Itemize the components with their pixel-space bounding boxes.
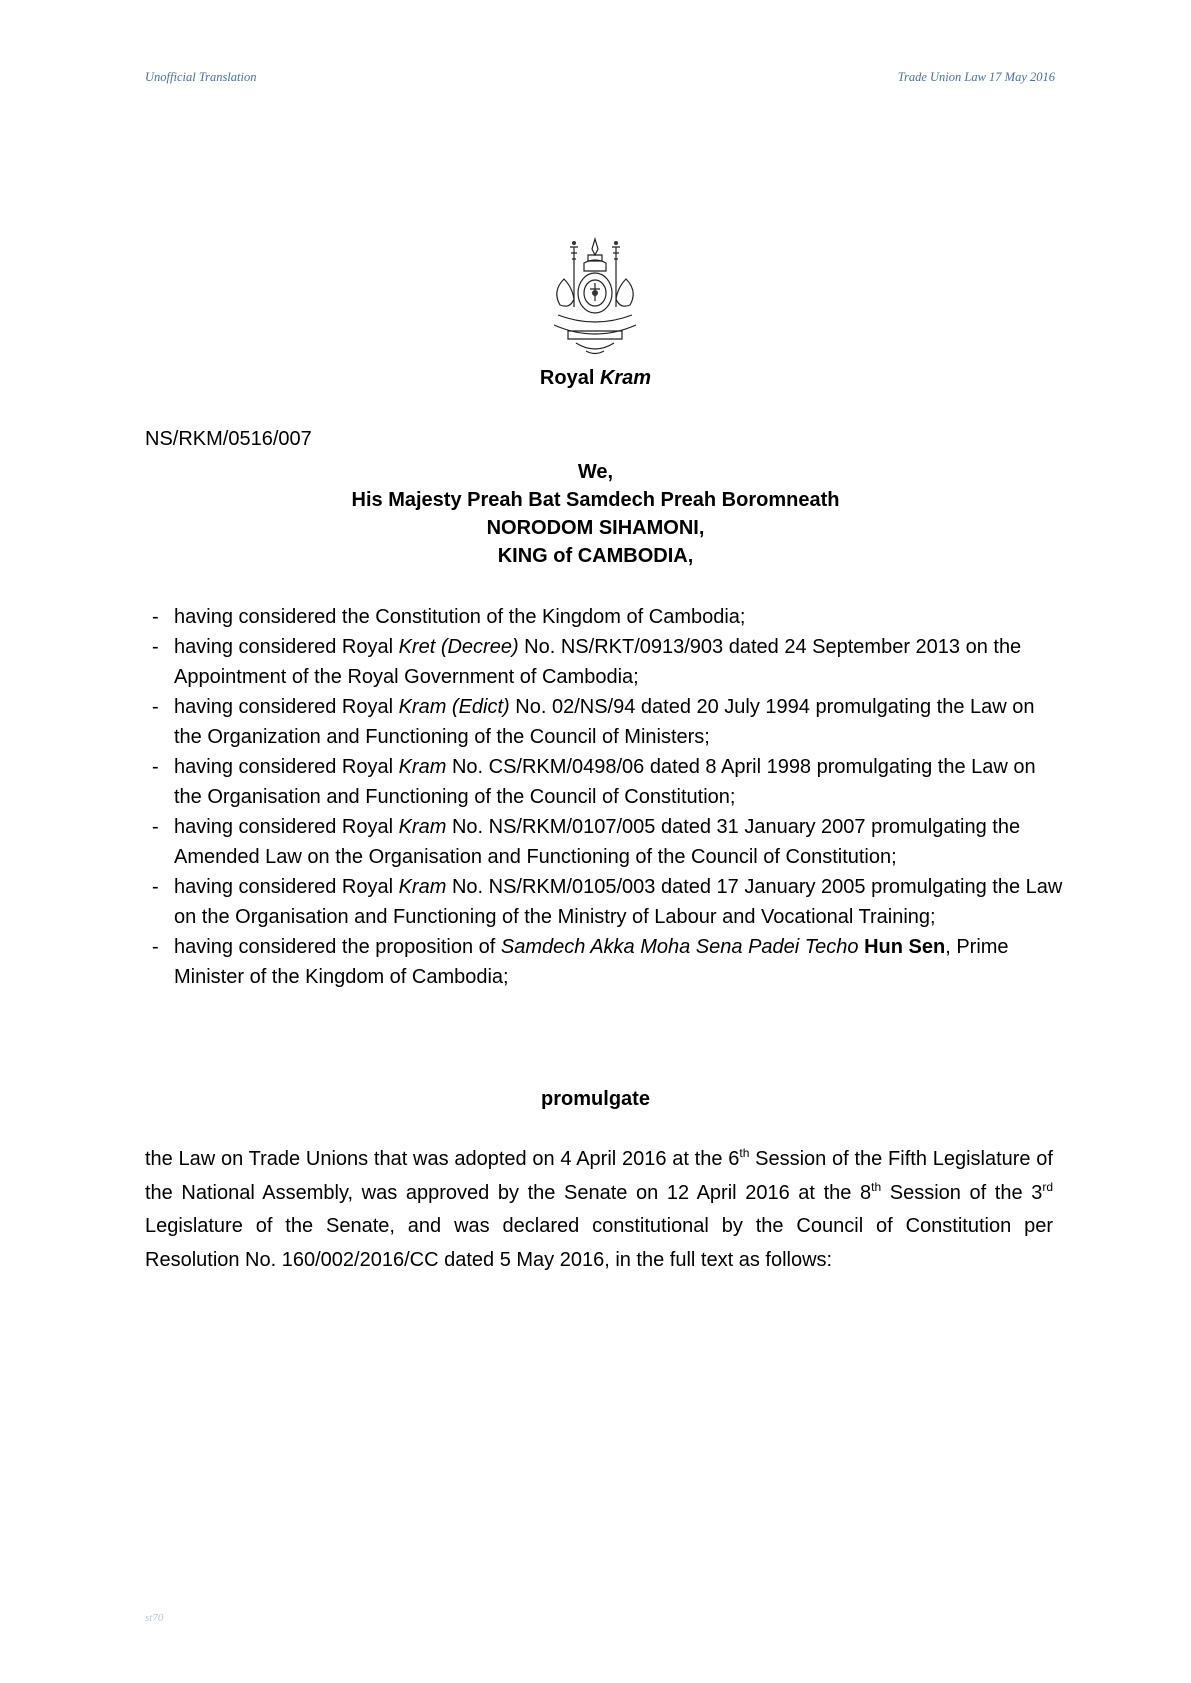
list-item-text: having considered Royal xyxy=(174,876,399,898)
list-item-text: No. CS/RKM/0498/06 dated 8 April 1998 promulgating the Law on the Organisation and Functioning of the Council of Constitution; xyxy=(174,756,1036,808)
body-superscript: th xyxy=(871,1179,882,1194)
list-item-text: having considered Royal xyxy=(174,816,399,838)
list-dash: - xyxy=(152,696,159,718)
list-item xyxy=(145,632,1065,692)
list-item-text: No. NS/RKM/0107/005 dated 31 January 2007 promulgating the Amended Law on the Organisation and Functioning of the Council of Constitution; xyxy=(174,816,1021,868)
list-dash: - xyxy=(152,606,159,628)
list-item-text: No. NS/RKT/0913/903 dated 24 September 2013 on the Appointment of the Royal Government of Cambodia; xyxy=(174,636,1022,688)
preamble-king-name: NORODOM SIHAMONI, xyxy=(486,517,705,539)
list-item-text: having considered Royal xyxy=(174,696,399,718)
list-dash: - xyxy=(152,636,159,658)
list-dash: - xyxy=(152,936,159,958)
reference-number: NS/RKM/0516/007 xyxy=(145,428,312,450)
preamble-king-title: His Majesty Preah Bat Samdech Preah Boromneath xyxy=(351,489,840,511)
list-item-italic: Samdech Akka Moha Sena Padei Techo xyxy=(500,936,859,958)
preamble-we: We, xyxy=(577,461,614,483)
list-item-text: having considered Royal xyxy=(174,756,399,778)
body-text: Session of the Fifth Legislature of the National Assembly, was approved by the Senate on 12 April 2016 at the 8 xyxy=(145,1148,1053,1204)
list-item-text: having considered the Constitution of the Kingdom of Cambodia; xyxy=(174,606,746,628)
list-dash: - xyxy=(152,816,159,838)
list-item xyxy=(145,752,1065,812)
body-text: Session of the 3 xyxy=(881,1181,1043,1204)
list-item-text: having considered the proposition of xyxy=(174,936,501,958)
footer-mark: st70 xyxy=(145,1612,164,1624)
list-item xyxy=(145,812,1065,872)
header-right-text: Trade Union Law 17 May 2016 xyxy=(897,70,1055,84)
considerations-list xyxy=(145,602,1065,992)
list-item-italic: Kram xyxy=(398,816,447,838)
header-left-text: Unofficial Translation xyxy=(145,70,257,84)
list-item xyxy=(145,692,1065,752)
list-item xyxy=(145,872,1065,932)
list-item-italic: Kram xyxy=(398,876,447,898)
list-item-italic: Kram xyxy=(398,756,447,778)
list-item-text: having considered Royal xyxy=(174,636,399,658)
body-text: the Law on Trade Unions that was adopted on 4 April 2016 at the 6 xyxy=(145,1148,740,1170)
body-paragraph xyxy=(145,1143,1053,1277)
list-item-italic: Kram (Edict) xyxy=(398,696,510,718)
royal-coat-of-arms-icon xyxy=(540,235,650,360)
body-text: Legislature of the Senate, and was declared constitutional by the Council of Constitution per Resolution No. 160/002/2016/CC dated 5 May 2016, in the full text as follows: xyxy=(145,1215,1053,1271)
list-dash: - xyxy=(152,876,159,898)
list-item-text: No. NS/RKM/0105/003 dated 17 January 2005 promulgating the Law on the Organisation and Functioning of the Ministry of Labour and Vocational Training; xyxy=(174,876,1063,928)
list-item-text: No. 02/NS/94 dated 20 July 1994 promulgating the Law on the Organization and Functioning of the Council of Ministers; xyxy=(174,696,1035,748)
list-item xyxy=(145,932,1065,992)
preamble-king-of: KING of CAMBODIA, xyxy=(497,545,694,567)
promulgate-heading: promulgate xyxy=(541,1088,650,1110)
list-dash: - xyxy=(152,756,159,778)
list-item-text: , Prime Minister of the Kingdom of Cambodia; xyxy=(174,936,1009,988)
body-superscript: rd xyxy=(1042,1179,1053,1194)
title-italic: Kram xyxy=(599,367,652,389)
title-prefix: Royal xyxy=(539,367,600,389)
list-item xyxy=(145,602,1065,632)
list-item-italic: Kret (Decree) xyxy=(398,636,519,658)
list-item-bold: Hun Sen xyxy=(864,936,946,958)
body-superscript: th xyxy=(739,1146,750,1160)
document-title xyxy=(0,367,1191,390)
